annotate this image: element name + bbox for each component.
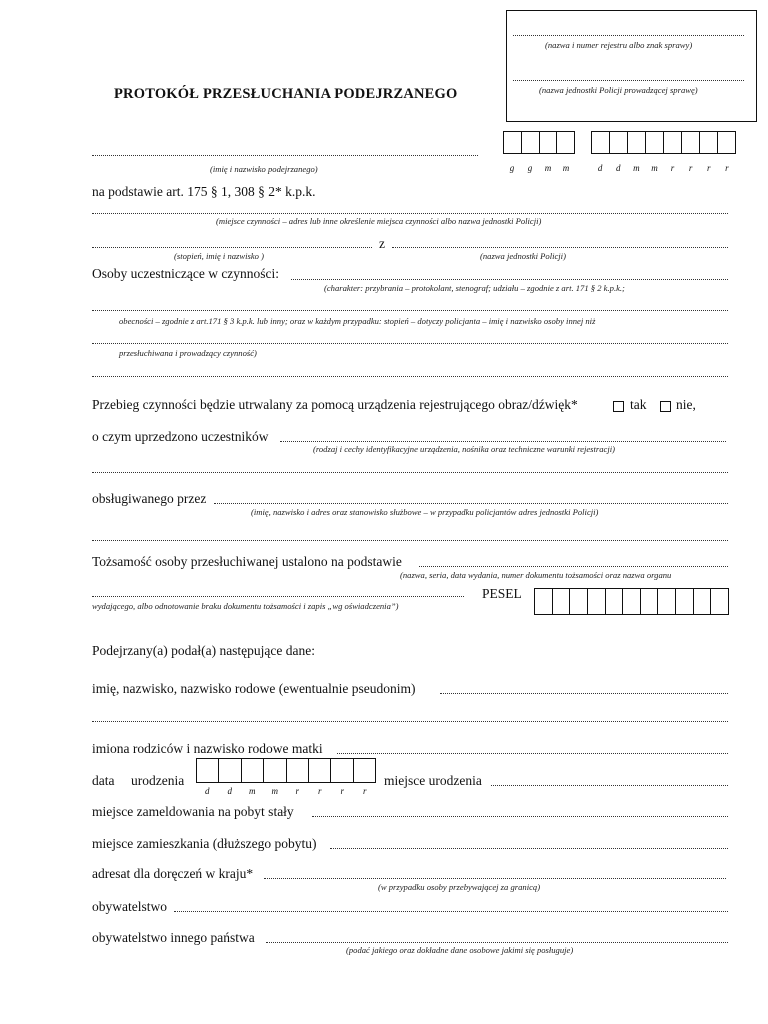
birth-date-label-1: data [92,773,115,788]
participants-label: Osoby uczestniczące w czynności: [92,266,280,281]
z-label: z [379,236,385,251]
birth-date-letters: d d m m r r r r [205,786,367,796]
warned-caption: (rodzaj i cechy identyfikacyjne urządzenia, nośnika oraz techniczne warunki rejestracji) [313,444,615,454]
recording-text: Przebieg czynności będzie utrwalany za pomocą urządzenia rejestrującego obraz/dźwięk* [92,397,578,412]
participants-line-3[interactable] [92,343,728,344]
case-number-caption: (nazwa i numer rejestru albo znak sprawy) [545,40,693,50]
birth-date-boxes[interactable] [196,758,376,783]
pesel-boxes[interactable] [534,588,729,615]
registered-label: miejsce zameldowania na pobyt stały [92,804,294,819]
name-line[interactable] [440,693,728,694]
other-citizenship-caption: (podać jakiego oraz dokładne dane osobowe jakimi się posługuje) [346,945,574,955]
residence-label: miejsce zamieszkania (dłuższego pobytu) [92,836,317,851]
citizenship-line[interactable] [174,911,728,912]
birth-place-label: miejsce urodzenia [384,773,482,788]
police-unit-caption: (nazwa jednostki Policji prowadzącej sprawę) [539,85,698,95]
document-title: PROTOKÓŁ PRZESŁUCHANIA PODEJRZANEGO [114,86,458,102]
time-boxes[interactable] [503,131,575,154]
recording-yes-label: tak [630,397,647,412]
place-caption: (miejsce czynności – adres lub inne określenie miejsca czynności albo nazwa jednostki Policji) [216,216,542,226]
addressee-line[interactable] [264,878,726,879]
citizenship-label: obywatelstwo [92,899,167,914]
identity-line[interactable] [419,566,728,567]
addressee-caption: (w przypadku osoby przebywającej za granicą) [378,882,541,892]
addressee-label: adresat dla doręczeń w kraju* [92,866,254,881]
recording-no-checkbox[interactable] [660,401,671,412]
time-letters: g g m m [509,163,570,173]
registered-line[interactable] [312,816,728,817]
participants-line-2[interactable] [92,310,728,311]
operated-caption: (imię, nazwisko i adres oraz stanowisko służbowe – w przypadku policjantów adres jednostki Policji) [251,507,599,517]
other-citizenship-line[interactable] [266,942,728,943]
suspect-name-line[interactable] [92,155,478,156]
data-intro: Podejrzany(a) podał(a) następujące dane: [92,643,316,658]
recording-yes-checkbox[interactable] [613,401,624,412]
warned-line[interactable] [280,441,726,442]
identity-label: Tożsamość osoby przesłuchiwanej ustalono na podstawie [92,554,402,569]
participants-line-4[interactable] [92,376,728,377]
pesel-label: PESEL [482,586,522,601]
operated-line[interactable] [214,503,728,504]
warned-label: o czym uprzedzono uczestników [92,429,269,444]
name-label: imię, nazwisko, nazwisko rodowe (ewentualnie pseudonim) [92,681,416,696]
participants-line-1[interactable] [291,279,728,280]
legal-basis: na podstawie art. 175 § 1, 308 § 2* k.p.k. [92,184,316,199]
recording-no-label: nie, [676,397,696,412]
case-number-line[interactable] [513,35,744,36]
identity-line-2[interactable] [92,596,464,597]
identity-caption-2: wydającego, albo odnotowanie braku dokumentu tożsamości i zapis „wg oświadczenia”) [92,601,399,611]
unit-caption: (nazwa jednostki Policji) [480,251,566,261]
officer-caption: (stopień, imię i nazwisko ) [174,251,264,261]
other-citizenship-label: obywatelstwo innego państwa [92,930,255,945]
police-unit-line[interactable] [513,80,744,81]
warned-line-2[interactable] [92,472,728,473]
unit-line[interactable] [392,247,728,248]
participants-caption-1: (charakter: przybrania – protokolant, stenograf; udziału – zgodnie z art. 171 § 2 k.p.k.; [324,283,625,293]
officer-line[interactable] [92,247,372,248]
operated-line-2[interactable] [92,540,728,541]
parents-line[interactable] [337,753,728,754]
date-boxes[interactable] [591,131,736,154]
operated-label: obsługiwanego przez [92,491,207,506]
birth-place-line[interactable] [491,785,728,786]
place-line[interactable] [92,213,728,214]
date-letters: d d m m r r r r [597,163,729,173]
identity-caption-1: (nazwa, seria, data wydania, numer dokumentu tożsamości oraz nazwa organu [400,570,672,580]
name-line-2[interactable] [92,721,728,722]
suspect-name-caption: (imię i nazwisko podejrzanego) [210,164,318,174]
case-reference-box [506,10,757,122]
residence-line[interactable] [330,848,728,849]
participants-caption-3: przesłuchiwana i prowadzący czynność) [119,348,257,358]
birth-date-label-2: urodzenia [131,773,185,788]
participants-caption-2: obecności – zgodnie z art.171 § 3 k.p.k. lub inny; oraz w każdym przypadku: stopień – dotyczy policjanta – imię i nazwisko osoby innej niż [119,316,596,326]
parents-label: imiona rodziców i nazwisko rodowe matki [92,741,323,756]
